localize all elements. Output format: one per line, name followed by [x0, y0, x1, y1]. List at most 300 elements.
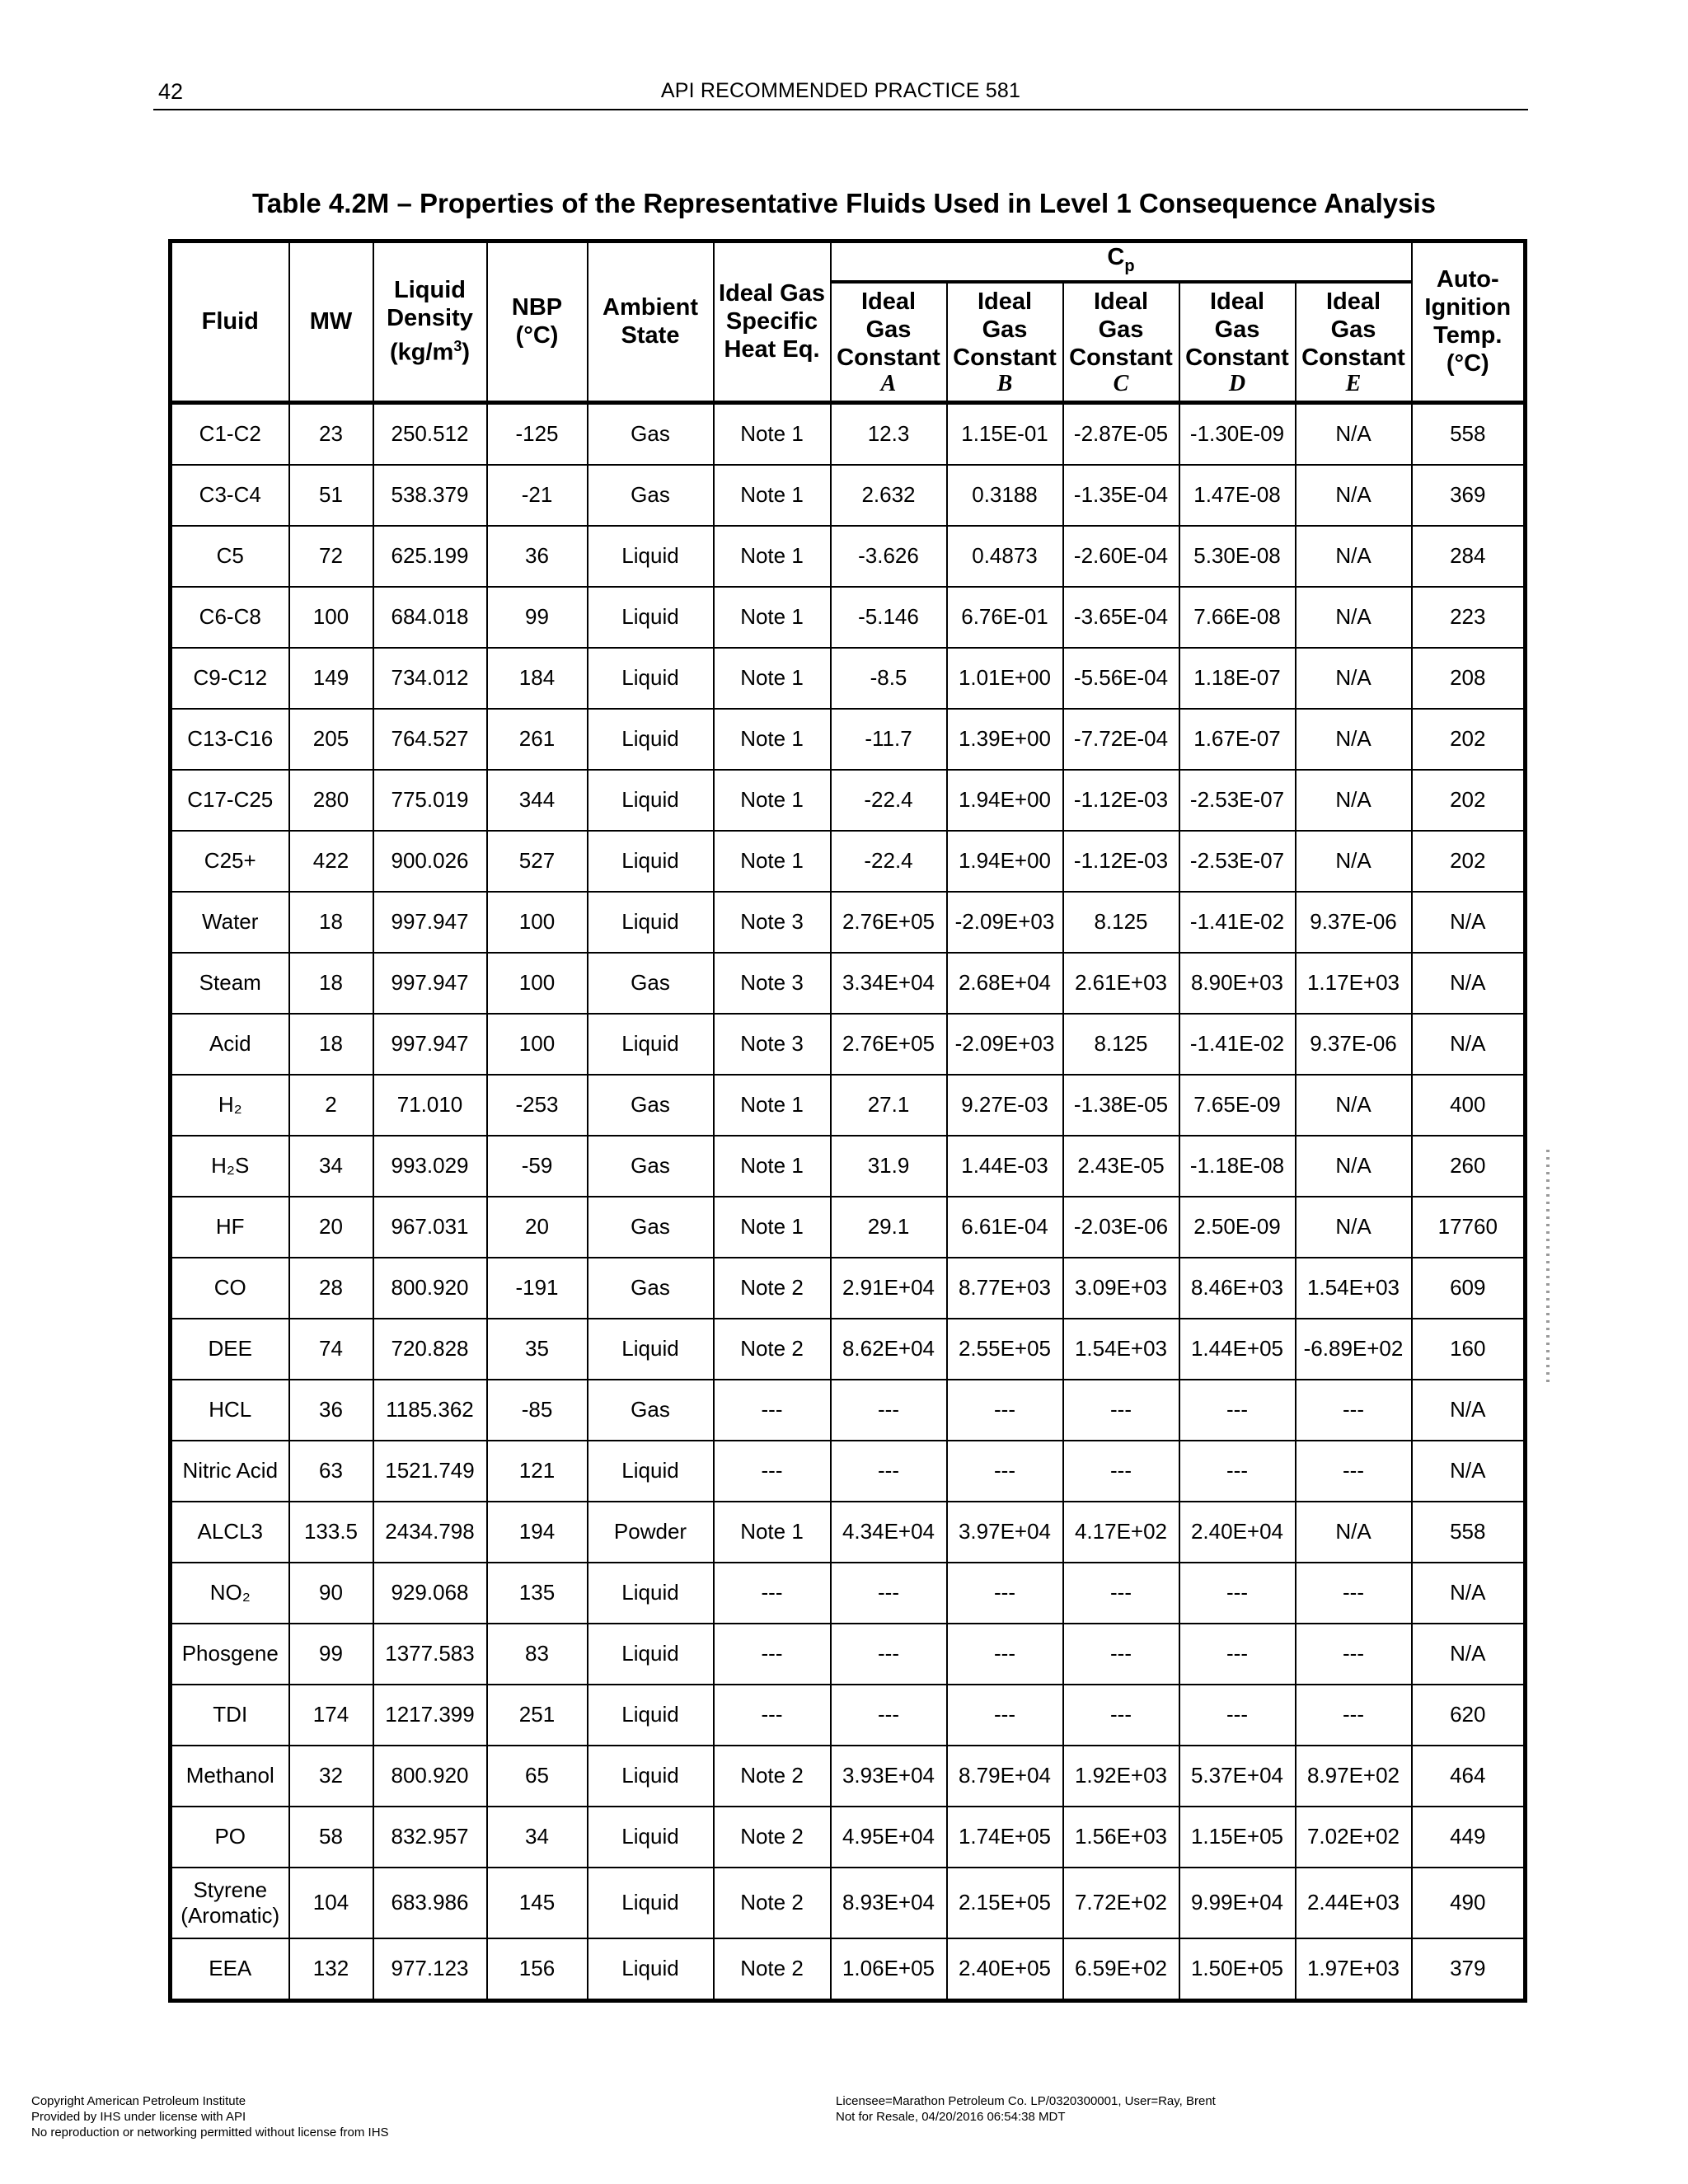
- cell-autoignition-temp: N/A: [1412, 1441, 1526, 1502]
- cell-constant-d: 5.37E+04: [1179, 1746, 1296, 1807]
- cell-constant-b: 8.77E+03: [947, 1258, 1063, 1319]
- cell-fluid: HF: [171, 1197, 289, 1258]
- cell-ambient-state: Liquid: [588, 648, 714, 709]
- cell-mw: 90: [289, 1563, 373, 1624]
- cell-constant-a: -8.5: [831, 648, 947, 709]
- col-header-mw: MW: [289, 241, 373, 403]
- cell-constant-d: 2.50E-09: [1179, 1197, 1296, 1258]
- cell-mw: 74: [289, 1319, 373, 1380]
- cell-ideal-gas-heat-eq: ---: [714, 1563, 831, 1624]
- cell-constant-e: 2.44E+03: [1296, 1868, 1412, 1938]
- cell-constant-b: 8.79E+04: [947, 1746, 1063, 1807]
- col-header-ideal-gas-heat-eq: Ideal Gas Specific Heat Eq.: [714, 241, 831, 403]
- cell-liquid-density: 734.012: [373, 648, 487, 709]
- cell-ideal-gas-heat-eq: Note 1: [714, 831, 831, 892]
- cell-constant-d: 1.50E+05: [1179, 1938, 1296, 2001]
- cell-fluid: ALCL3: [171, 1502, 289, 1563]
- cell-constant-e: N/A: [1296, 1502, 1412, 1563]
- cell-constant-d: 7.66E-08: [1179, 587, 1296, 648]
- cell-mw: 18: [289, 953, 373, 1014]
- cell-constant-e: ---: [1296, 1563, 1412, 1624]
- col-header-nbp: NBP (°C): [487, 241, 588, 403]
- cell-constant-b: 1.15E-01: [947, 402, 1063, 465]
- cell-nbp: 261: [487, 709, 588, 770]
- cell-fluid: Water: [171, 892, 289, 953]
- cell-ideal-gas-heat-eq: Note 1: [714, 1075, 831, 1136]
- cell-constant-e: 9.37E-06: [1296, 892, 1412, 953]
- cell-nbp: -191: [487, 1258, 588, 1319]
- cell-nbp: 527: [487, 831, 588, 892]
- cell-liquid-density: 967.031: [373, 1197, 487, 1258]
- cell-autoignition-temp: 620: [1412, 1685, 1526, 1746]
- cell-ideal-gas-heat-eq: Note 1: [714, 770, 831, 831]
- cell-constant-b: 1.44E-03: [947, 1136, 1063, 1197]
- cell-constant-a: 2.91E+04: [831, 1258, 947, 1319]
- cell-ambient-state: Liquid: [588, 709, 714, 770]
- cell-constant-e: N/A: [1296, 1136, 1412, 1197]
- table-row: [171, 892, 1526, 953]
- cell-constant-d: -1.30E-09: [1179, 402, 1296, 465]
- cell-nbp: 344: [487, 770, 588, 831]
- cell-constant-e: 1.17E+03: [1296, 953, 1412, 1014]
- cell-mw: 104: [289, 1868, 373, 1938]
- cell-constant-e: N/A: [1296, 402, 1412, 465]
- cell-constant-a: -22.4: [831, 831, 947, 892]
- cell-autoignition-temp: N/A: [1412, 1380, 1526, 1441]
- cell-constant-d: 1.44E+05: [1179, 1319, 1296, 1380]
- cell-constant-c: 1.92E+03: [1063, 1746, 1179, 1807]
- cell-constant-b: 2.15E+05: [947, 1868, 1063, 1938]
- cell-fluid: C17-C25: [171, 770, 289, 831]
- cell-constant-c: ---: [1063, 1624, 1179, 1685]
- cell-mw: 28: [289, 1258, 373, 1319]
- cell-constant-a: 1.06E+05: [831, 1938, 947, 2001]
- cell-constant-c: ---: [1063, 1563, 1179, 1624]
- cell-constant-d: 2.40E+04: [1179, 1502, 1296, 1563]
- table-row: [171, 1014, 1526, 1075]
- cell-autoignition-temp: 17760: [1412, 1197, 1526, 1258]
- cell-constant-d: 7.65E-09: [1179, 1075, 1296, 1136]
- cell-ambient-state: Liquid: [588, 770, 714, 831]
- table-row: [171, 1807, 1526, 1868]
- cell-constant-e: 7.02E+02: [1296, 1807, 1412, 1868]
- cell-mw: 174: [289, 1685, 373, 1746]
- cell-fluid: EEA: [171, 1938, 289, 2001]
- cell-liquid-density: 800.920: [373, 1746, 487, 1807]
- cell-constant-b: 1.94E+00: [947, 831, 1063, 892]
- cell-constant-c: -7.72E-04: [1063, 709, 1179, 770]
- col-header-constant-c: Ideal Gas Constant C: [1063, 282, 1179, 402]
- cell-autoignition-temp: 558: [1412, 402, 1526, 465]
- cell-constant-e: -6.89E+02: [1296, 1319, 1412, 1380]
- cell-liquid-density: 71.010: [373, 1075, 487, 1136]
- cell-constant-d: 5.30E-08: [1179, 526, 1296, 587]
- cell-ambient-state: Liquid: [588, 526, 714, 587]
- cell-ambient-state: Gas: [588, 402, 714, 465]
- cell-mw: 20: [289, 1197, 373, 1258]
- cell-constant-c: 2.61E+03: [1063, 953, 1179, 1014]
- cell-autoignition-temp: 449: [1412, 1807, 1526, 1868]
- cell-constant-b: 3.97E+04: [947, 1502, 1063, 1563]
- cell-constant-a: 27.1: [831, 1075, 947, 1136]
- col-header-constant-d: Ideal Gas Constant D: [1179, 282, 1296, 402]
- cell-fluid: TDI: [171, 1685, 289, 1746]
- cell-constant-b: 1.01E+00: [947, 648, 1063, 709]
- cell-autoignition-temp: N/A: [1412, 1563, 1526, 1624]
- cell-autoignition-temp: 609: [1412, 1258, 1526, 1319]
- cell-constant-e: N/A: [1296, 465, 1412, 526]
- cell-constant-a: 8.93E+04: [831, 1868, 947, 1938]
- footer-copyright: [31, 2093, 389, 2140]
- cell-constant-c: -1.12E-03: [1063, 770, 1179, 831]
- cell-fluid: Steam: [171, 953, 289, 1014]
- cell-constant-a: 2.632: [831, 465, 947, 526]
- col-header-constant-a: Ideal Gas Constant A: [831, 282, 947, 402]
- cell-mw: 34: [289, 1136, 373, 1197]
- cell-constant-a: ---: [831, 1685, 947, 1746]
- col-group-header-cp: $C_p$: [831, 241, 1412, 283]
- cell-mw: 18: [289, 892, 373, 953]
- cell-constant-d: 1.67E-07: [1179, 709, 1296, 770]
- cell-liquid-density: 625.199: [373, 526, 487, 587]
- cell-ideal-gas-heat-eq: Note 2: [714, 1868, 831, 1938]
- cell-constant-a: -22.4: [831, 770, 947, 831]
- cell-constant-c: -3.65E-04: [1063, 587, 1179, 648]
- table-row: [171, 587, 1526, 648]
- running-title: API RECOMMENDED PRACTICE 581: [660, 79, 1021, 102]
- table-row: [171, 953, 1526, 1014]
- table-row: [171, 1075, 1526, 1136]
- col-header-constant-b: Ideal Gas Constant B: [947, 282, 1063, 402]
- cell-ambient-state: Liquid: [588, 587, 714, 648]
- cell-constant-b: 1.74E+05: [947, 1807, 1063, 1868]
- cell-autoignition-temp: N/A: [1412, 1624, 1526, 1685]
- cell-constant-a: 3.93E+04: [831, 1746, 947, 1807]
- table-row: [171, 1258, 1526, 1319]
- cell-ideal-gas-heat-eq: Note 2: [714, 1807, 831, 1868]
- cell-fluid: DEE: [171, 1319, 289, 1380]
- cell-constant-e: ---: [1296, 1624, 1412, 1685]
- cell-mw: 205: [289, 709, 373, 770]
- cell-nbp: -21: [487, 465, 588, 526]
- cell-mw: 422: [289, 831, 373, 892]
- cell-fluid: H₂: [171, 1075, 289, 1136]
- cell-nbp: -59: [487, 1136, 588, 1197]
- cell-ambient-state: Gas: [588, 953, 714, 1014]
- cell-ambient-state: Liquid: [588, 1319, 714, 1380]
- cell-liquid-density: 1377.583: [373, 1624, 487, 1685]
- cell-constant-c: -1.38E-05: [1063, 1075, 1179, 1136]
- cell-constant-a: ---: [831, 1563, 947, 1624]
- cell-fluid: PO: [171, 1807, 289, 1868]
- cell-fluid: Acid: [171, 1014, 289, 1075]
- cell-constant-a: 29.1: [831, 1197, 947, 1258]
- cell-liquid-density: 832.957: [373, 1807, 487, 1868]
- footer-license: [836, 2093, 1216, 2125]
- cell-fluid: Nitric Acid: [171, 1441, 289, 1502]
- col-header-constant-e: Ideal Gas Constant E: [1296, 282, 1412, 402]
- table-row: [171, 1136, 1526, 1197]
- cell-constant-e: N/A: [1296, 770, 1412, 831]
- cell-constant-c: -5.56E-04: [1063, 648, 1179, 709]
- cell-fluid: C9-C12: [171, 648, 289, 709]
- cell-ambient-state: Liquid: [588, 831, 714, 892]
- cell-liquid-density: 800.920: [373, 1258, 487, 1319]
- cell-constant-a: 4.34E+04: [831, 1502, 947, 1563]
- footer-line: Provided by IHS under license with API: [31, 2110, 246, 2124]
- cell-constant-c: 1.54E+03: [1063, 1319, 1179, 1380]
- cell-ideal-gas-heat-eq: Note 1: [714, 402, 831, 465]
- scan-artifact-marks: [1546, 1150, 1550, 1385]
- cell-autoignition-temp: N/A: [1412, 892, 1526, 953]
- cell-constant-d: -2.53E-07: [1179, 770, 1296, 831]
- cell-nbp: 20: [487, 1197, 588, 1258]
- cell-ideal-gas-heat-eq: Note 1: [714, 1197, 831, 1258]
- cell-constant-b: 1.94E+00: [947, 770, 1063, 831]
- cell-constant-c: ---: [1063, 1380, 1179, 1441]
- cell-constant-e: N/A: [1296, 526, 1412, 587]
- cell-ambient-state: Liquid: [588, 1746, 714, 1807]
- cell-liquid-density: 929.068: [373, 1563, 487, 1624]
- footer-line: No reproduction or networking permitted without license from IHS: [31, 2125, 389, 2139]
- cell-constant-d: ---: [1179, 1380, 1296, 1441]
- cell-autoignition-temp: 202: [1412, 831, 1526, 892]
- cell-constant-c: ---: [1063, 1685, 1179, 1746]
- cell-constant-a: 4.95E+04: [831, 1807, 947, 1868]
- cell-nbp: 36: [487, 526, 588, 587]
- table-row: [171, 1319, 1526, 1380]
- cell-mw: 99: [289, 1624, 373, 1685]
- cell-constant-e: N/A: [1296, 1197, 1412, 1258]
- cell-mw: 63: [289, 1441, 373, 1502]
- cell-autoignition-temp: 223: [1412, 587, 1526, 648]
- cell-ambient-state: Gas: [588, 465, 714, 526]
- cell-ideal-gas-heat-eq: Note 2: [714, 1938, 831, 2001]
- cell-autoignition-temp: 160: [1412, 1319, 1526, 1380]
- cell-constant-b: ---: [947, 1685, 1063, 1746]
- cell-constant-b: -2.09E+03: [947, 892, 1063, 953]
- cell-nbp: 83: [487, 1624, 588, 1685]
- col-header-fluid: Fluid: [171, 241, 289, 403]
- cell-autoignition-temp: 558: [1412, 1502, 1526, 1563]
- table-row: [171, 1624, 1526, 1685]
- cell-constant-d: 1.47E-08: [1179, 465, 1296, 526]
- cell-constant-a: -5.146: [831, 587, 947, 648]
- cell-nbp: 100: [487, 892, 588, 953]
- cell-autoignition-temp: 379: [1412, 1938, 1526, 2001]
- cell-liquid-density: 250.512: [373, 402, 487, 465]
- cell-ambient-state: Liquid: [588, 1868, 714, 1938]
- table-row: [171, 1380, 1526, 1441]
- cell-liquid-density: 997.947: [373, 892, 487, 953]
- cell-liquid-density: 764.527: [373, 709, 487, 770]
- page-header: [153, 79, 1528, 110]
- cell-constant-b: 1.39E+00: [947, 709, 1063, 770]
- cell-ideal-gas-heat-eq: Note 2: [714, 1258, 831, 1319]
- cell-constant-a: 12.3: [831, 402, 947, 465]
- cell-liquid-density: 1521.749: [373, 1441, 487, 1502]
- fluid-properties-table: [168, 239, 1527, 2003]
- cell-nbp: 121: [487, 1441, 588, 1502]
- cell-constant-b: 2.40E+05: [947, 1938, 1063, 2001]
- cell-liquid-density: 1217.399: [373, 1685, 487, 1746]
- cell-liquid-density: 683.986: [373, 1868, 487, 1938]
- cell-autoignition-temp: 284: [1412, 526, 1526, 587]
- cell-constant-e: N/A: [1296, 709, 1412, 770]
- cell-ambient-state: Liquid: [588, 1563, 714, 1624]
- cell-ideal-gas-heat-eq: Note 2: [714, 1319, 831, 1380]
- cell-constant-d: ---: [1179, 1685, 1296, 1746]
- cell-constant-d: -1.41E-02: [1179, 892, 1296, 953]
- cell-constant-b: 0.3188: [947, 465, 1063, 526]
- cell-constant-c: 3.09E+03: [1063, 1258, 1179, 1319]
- table-title: Table 4.2M – Properties of the Representative Fluids Used in Level 1 Consequence Analysis: [252, 188, 1436, 218]
- cell-constant-a: ---: [831, 1441, 947, 1502]
- cell-liquid-density: 977.123: [373, 1938, 487, 2001]
- cell-nbp: 34: [487, 1807, 588, 1868]
- cell-fluid: C13-C16: [171, 709, 289, 770]
- cell-ambient-state: Gas: [588, 1197, 714, 1258]
- cell-constant-c: -2.87E-05: [1063, 402, 1179, 465]
- cell-constant-e: 1.97E+03: [1296, 1938, 1412, 2001]
- table-row: [171, 1746, 1526, 1807]
- cell-constant-d: 1.15E+05: [1179, 1807, 1296, 1868]
- cell-constant-e: N/A: [1296, 648, 1412, 709]
- table-row: [171, 402, 1526, 465]
- cell-ideal-gas-heat-eq: Note 1: [714, 648, 831, 709]
- cell-nbp: -253: [487, 1075, 588, 1136]
- cell-liquid-density: 997.947: [373, 953, 487, 1014]
- cell-nbp: -125: [487, 402, 588, 465]
- cell-mw: 32: [289, 1746, 373, 1807]
- table-row: [171, 1197, 1526, 1258]
- cell-ambient-state: Liquid: [588, 1624, 714, 1685]
- cell-constant-b: -2.09E+03: [947, 1014, 1063, 1075]
- cell-mw: 132: [289, 1938, 373, 2001]
- cell-constant-e: N/A: [1296, 1075, 1412, 1136]
- cell-mw: 58: [289, 1807, 373, 1868]
- cell-constant-a: ---: [831, 1624, 947, 1685]
- cell-mw: 23: [289, 402, 373, 465]
- table-row: [171, 1685, 1526, 1746]
- cell-ideal-gas-heat-eq: Note 1: [714, 709, 831, 770]
- cell-constant-b: 9.27E-03: [947, 1075, 1063, 1136]
- cell-ambient-state: Liquid: [588, 1938, 714, 2001]
- cell-nbp: 194: [487, 1502, 588, 1563]
- cell-nbp: 65: [487, 1746, 588, 1807]
- cell-constant-d: ---: [1179, 1441, 1296, 1502]
- cell-constant-c: 7.72E+02: [1063, 1868, 1179, 1938]
- cell-liquid-density: 538.379: [373, 465, 487, 526]
- table-row: [171, 1938, 1526, 2001]
- cell-ambient-state: Liquid: [588, 1014, 714, 1075]
- cell-fluid: C3-C4: [171, 465, 289, 526]
- cell-fluid: Phosgene: [171, 1624, 289, 1685]
- cell-constant-a: -11.7: [831, 709, 947, 770]
- cell-autoignition-temp: 202: [1412, 770, 1526, 831]
- cell-liquid-density: 997.947: [373, 1014, 487, 1075]
- cell-constant-a: 3.34E+04: [831, 953, 947, 1014]
- cell-ideal-gas-heat-eq: Note 3: [714, 1014, 831, 1075]
- cell-ambient-state: Liquid: [588, 1685, 714, 1746]
- table-row: [171, 526, 1526, 587]
- cell-ideal-gas-heat-eq: Note 2: [714, 1746, 831, 1807]
- table-row: [171, 1563, 1526, 1624]
- cell-constant-d: ---: [1179, 1624, 1296, 1685]
- cell-constant-d: 8.46E+03: [1179, 1258, 1296, 1319]
- cell-constant-b: ---: [947, 1380, 1063, 1441]
- cell-autoignition-temp: 490: [1412, 1868, 1526, 1938]
- cell-constant-a: 2.76E+05: [831, 1014, 947, 1075]
- col-header-ambient-state: Ambient State: [588, 241, 714, 403]
- table-row: [171, 465, 1526, 526]
- cell-constant-c: ---: [1063, 1441, 1179, 1502]
- table-row: [171, 831, 1526, 892]
- cell-constant-e: ---: [1296, 1685, 1412, 1746]
- cell-ambient-state: Liquid: [588, 1441, 714, 1502]
- cell-nbp: 100: [487, 1014, 588, 1075]
- table-row: [171, 1502, 1526, 1563]
- cell-nbp: 35: [487, 1319, 588, 1380]
- table-row: [171, 1441, 1526, 1502]
- cell-fluid: NO₂: [171, 1563, 289, 1624]
- cell-constant-b: 2.55E+05: [947, 1319, 1063, 1380]
- table-row: [171, 1868, 1526, 1938]
- cell-ideal-gas-heat-eq: Note 1: [714, 465, 831, 526]
- cell-constant-b: 6.76E-01: [947, 587, 1063, 648]
- cell-fluid: H₂S: [171, 1136, 289, 1197]
- cell-mw: 149: [289, 648, 373, 709]
- col-header-autoignition: Auto- Ignition Temp. (°C): [1412, 241, 1526, 403]
- cell-nbp: 251: [487, 1685, 588, 1746]
- cell-constant-b: 0.4873: [947, 526, 1063, 587]
- cell-constant-a: 31.9: [831, 1136, 947, 1197]
- cell-nbp: 100: [487, 953, 588, 1014]
- cell-nbp: 184: [487, 648, 588, 709]
- cell-constant-d: -1.41E-02: [1179, 1014, 1296, 1075]
- footer-line: Licensee=Marathon Petroleum Co. LP/0320300001, User=Ray, Brent: [836, 2094, 1216, 2108]
- cell-ideal-gas-heat-eq: Note 3: [714, 953, 831, 1014]
- cell-constant-c: 4.17E+02: [1063, 1502, 1179, 1563]
- cell-liquid-density: 2434.798: [373, 1502, 487, 1563]
- cell-constant-a: ---: [831, 1380, 947, 1441]
- cell-nbp: 156: [487, 1938, 588, 2001]
- cell-constant-d: ---: [1179, 1563, 1296, 1624]
- cell-mw: 133.5: [289, 1502, 373, 1563]
- cell-constant-d: 8.90E+03: [1179, 953, 1296, 1014]
- cell-constant-e: 1.54E+03: [1296, 1258, 1412, 1319]
- cell-constant-d: 9.99E+04: [1179, 1868, 1296, 1938]
- cell-ambient-state: Liquid: [588, 1807, 714, 1868]
- cell-ideal-gas-heat-eq: ---: [714, 1624, 831, 1685]
- cell-ideal-gas-heat-eq: Note 1: [714, 526, 831, 587]
- footer-line: Copyright American Petroleum Institute: [31, 2094, 246, 2108]
- cell-ambient-state: Powder: [588, 1502, 714, 1563]
- cell-liquid-density: 720.828: [373, 1319, 487, 1380]
- cell-constant-c: 8.125: [1063, 1014, 1179, 1075]
- cell-nbp: 135: [487, 1563, 588, 1624]
- table-row: [171, 770, 1526, 831]
- cell-liquid-density: 900.026: [373, 831, 487, 892]
- cell-autoignition-temp: 464: [1412, 1746, 1526, 1807]
- table-row: [171, 709, 1526, 770]
- table-body: [171, 402, 1526, 2000]
- cell-ambient-state: Liquid: [588, 892, 714, 953]
- cell-constant-c: -1.12E-03: [1063, 831, 1179, 892]
- cell-fluid: HCL: [171, 1380, 289, 1441]
- cell-liquid-density: 993.029: [373, 1136, 487, 1197]
- cell-constant-a: 2.76E+05: [831, 892, 947, 953]
